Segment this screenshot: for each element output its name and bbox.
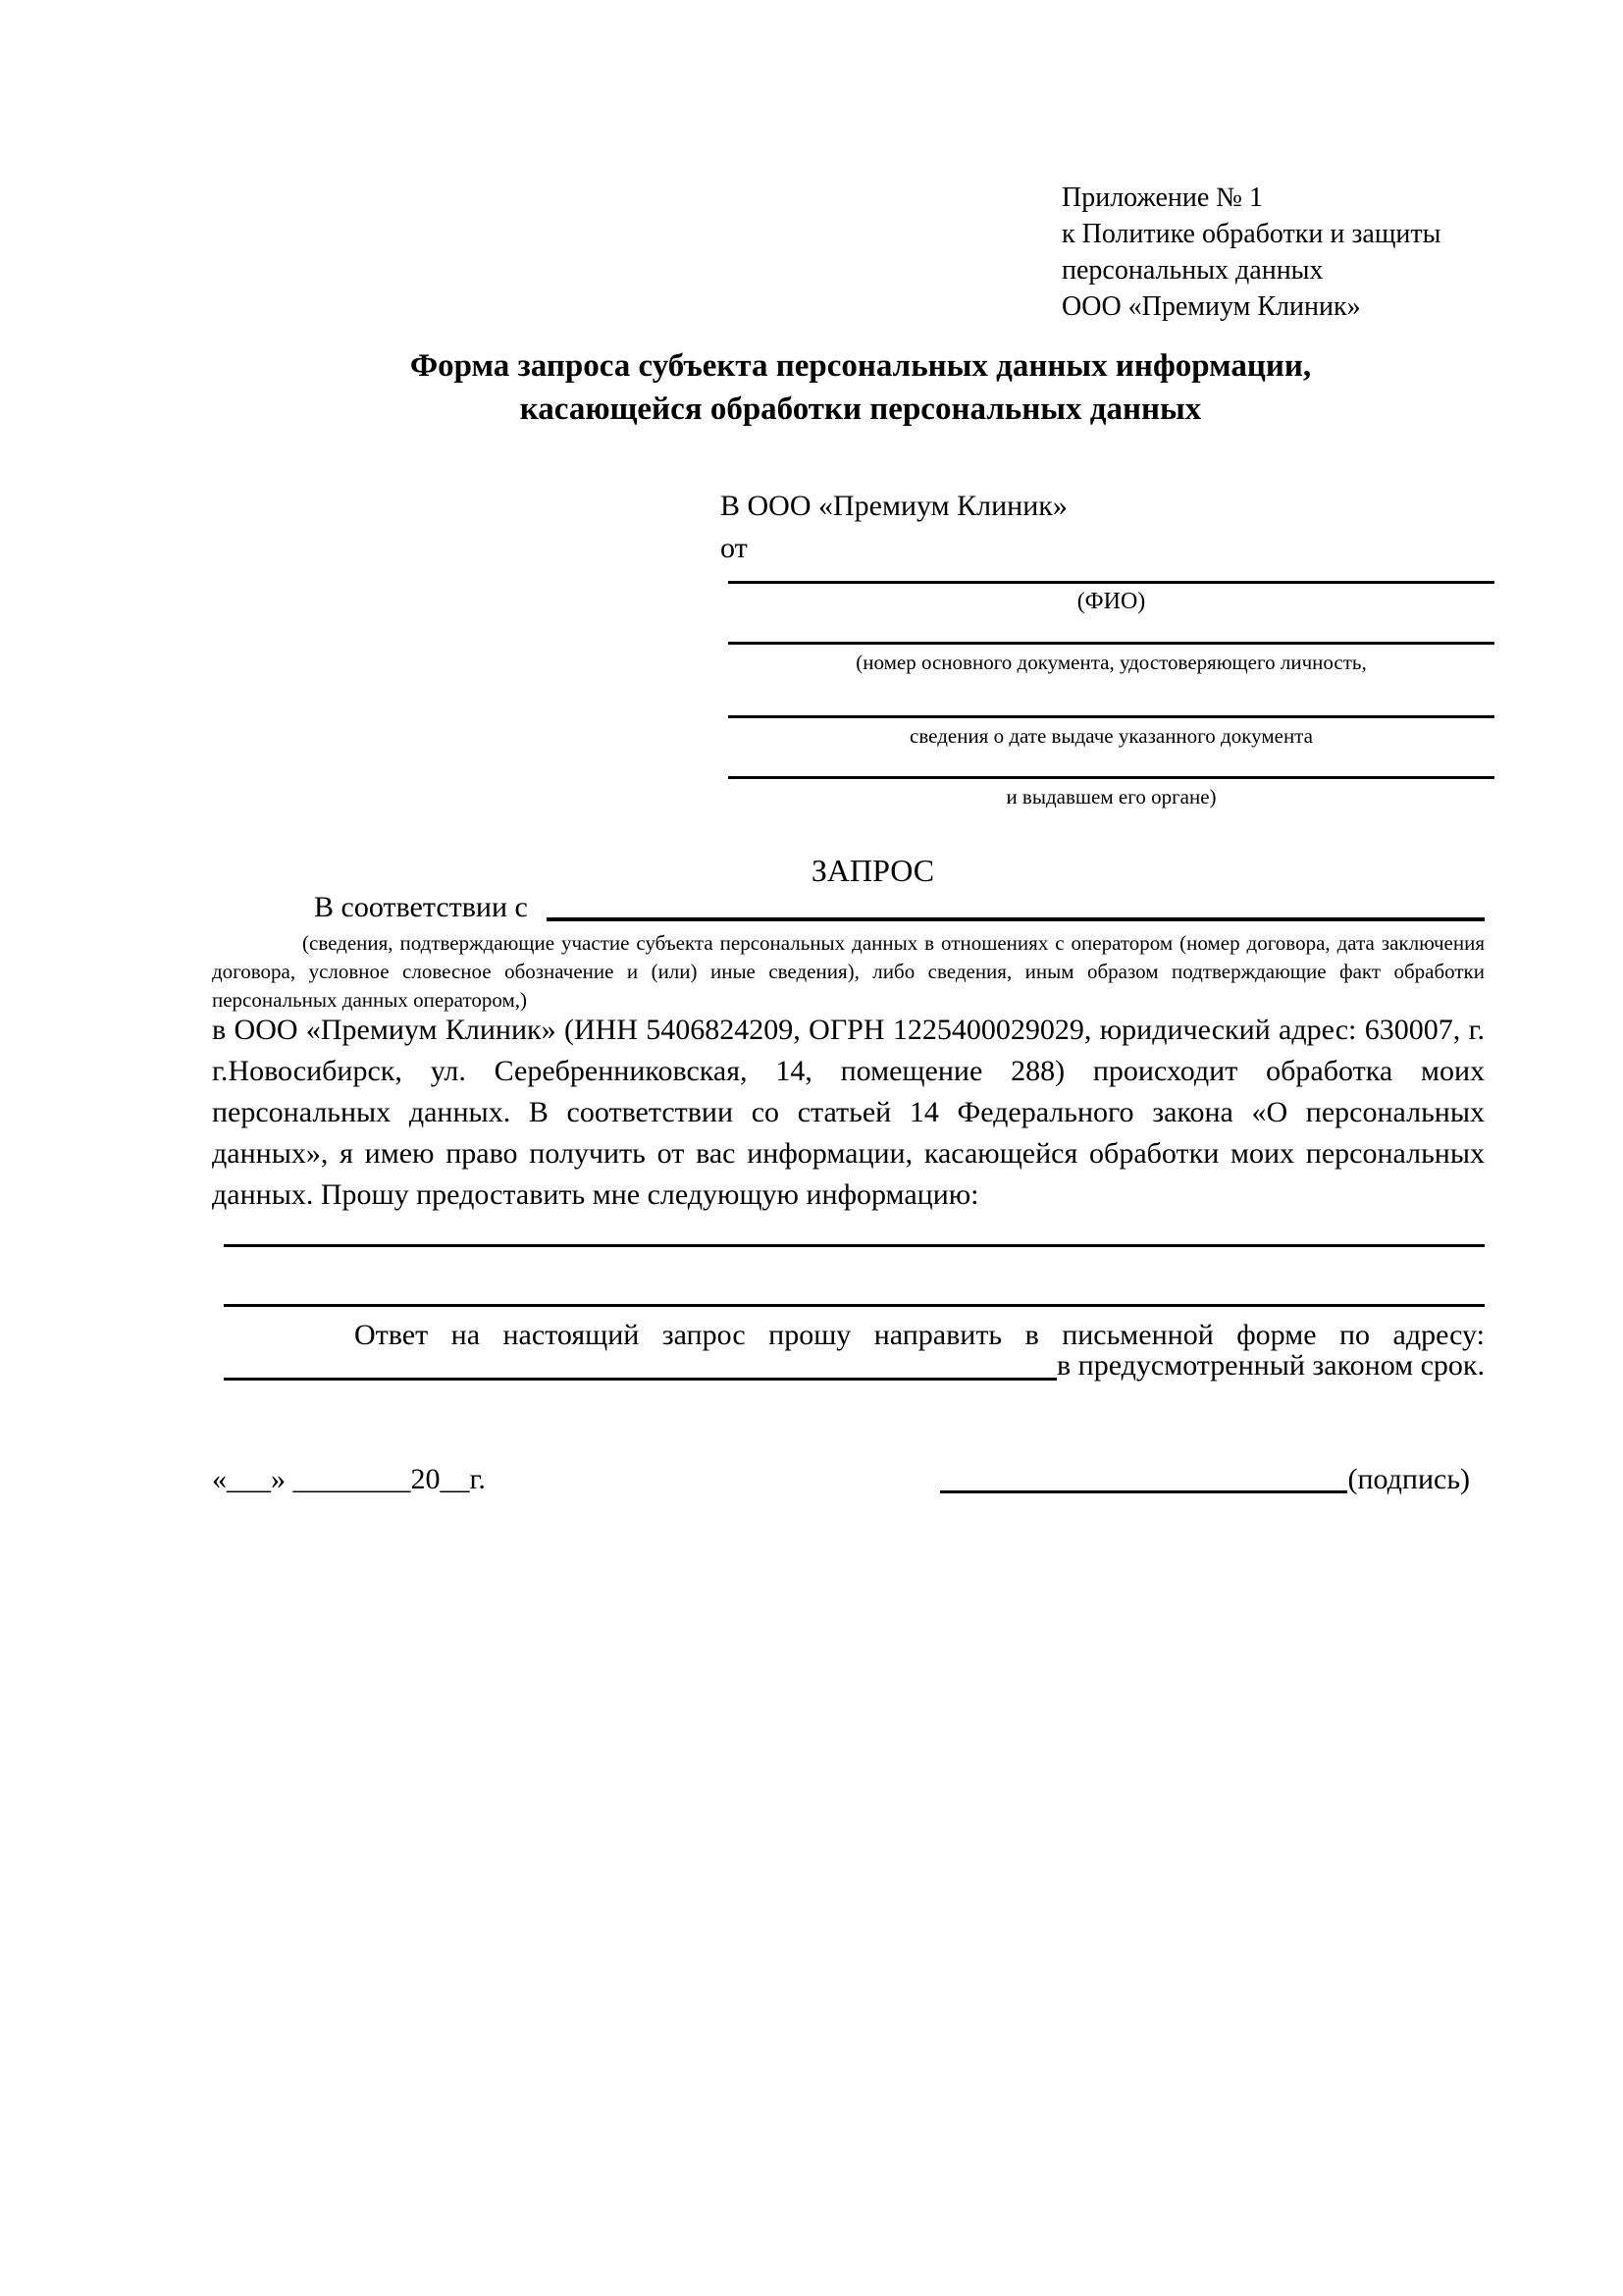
date-blank: «___» ________20__г. <box>212 1463 486 1495</box>
passport-number-caption: (номер основного документа, удостоверяющего личность, <box>856 651 1367 674</box>
fio-field <box>728 581 1494 614</box>
annex-line: к Политике обработки и защиты <box>1062 219 1441 249</box>
issuing-authority-caption: и выдавшем его органе) <box>1006 785 1217 809</box>
annex-line: Приложение № 1 <box>1062 183 1263 213</box>
form-title-line-2: касающейся обработки персональных данных <box>519 391 1202 427</box>
accordance-note: (сведения, подтверждающие участие субъекта персональных данных в отношениях с оператором (номер договора, дата заключения договора, условное словесное обозначение и (или) иные сведения), либо сведения, иным образом подтверждающие факт обработки персональных данных оператором,) <box>212 931 1485 1012</box>
info-blank-line-2 <box>224 1304 1485 1307</box>
accordance-line <box>212 888 1485 927</box>
annex-line: ООО «Премиум Клиник» <box>1062 291 1361 322</box>
request-heading: ЗАПРОС <box>811 853 935 888</box>
annex-header <box>1062 180 1440 325</box>
accordance-prefix: В соответствии с <box>314 891 536 923</box>
accordance-blank-line <box>547 888 1485 921</box>
signature-group <box>940 1460 1470 1499</box>
signature-caption: (подпись) <box>1347 1463 1470 1495</box>
fio-caption: (ФИО) <box>1076 589 1146 614</box>
addressee-to: В ООО «Премиум Клиник» <box>720 490 1068 522</box>
issue-date-caption: сведения о дате выдаче указанного документа <box>910 724 1313 748</box>
request-body-paragraph: в ООО «Премиум Клиник» (ИНН 5406824209, ОГРН 1225400029029, юридический адрес: 630007, г. г.Новосибирск, ул. Серебренниковская, 14, помещение 288) происходит обработка моих персональных данных. В соответствии со статьей 14 Федерального закона «О персональных данных», я имею право получить от вас информации, касающейся обработки моих персональных данных. Прошу предоставить мне следующую информацию: <box>212 1014 1485 1211</box>
reply-suffix: в предусмотренный законом срок. <box>1057 1349 1485 1382</box>
annex-line: персональных данных <box>1062 255 1324 286</box>
date-signature-row <box>212 1460 1485 1499</box>
passport-number-field <box>728 642 1494 675</box>
reply-request-sentence: Ответ на настоящий запрос прошу направить в письменной форме по адресу: <box>354 1319 1485 1351</box>
addressee-from-label: от <box>720 532 748 564</box>
signature-blank-line <box>940 1490 1347 1493</box>
addressee-block <box>720 485 1068 569</box>
issuing-authority-field <box>728 776 1494 809</box>
form-title <box>212 344 1485 431</box>
form-title-line-1: Форма запроса субъекта персональных данных информации, <box>409 348 1312 384</box>
reply-address-blank-line <box>224 1378 1057 1381</box>
reply-address-line <box>224 1346 1485 1385</box>
info-blank-line-1 <box>224 1244 1485 1247</box>
issue-date-field <box>728 715 1494 749</box>
